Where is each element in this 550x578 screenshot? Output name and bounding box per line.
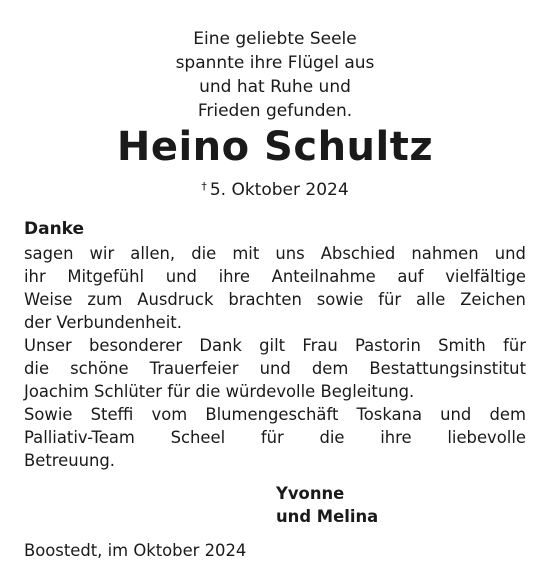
verse-line: Eine geliebte Seele bbox=[193, 29, 357, 49]
body-line bbox=[24, 288, 526, 311]
body-word: Frau bbox=[302, 336, 338, 355]
body-word: vom bbox=[151, 405, 188, 424]
place-and-date: Boostedt, im Oktober 2024 bbox=[24, 541, 247, 560]
body-word: wir bbox=[89, 244, 115, 263]
body-word: brachten bbox=[228, 290, 302, 309]
body-word: Weise bbox=[24, 290, 73, 309]
body-line bbox=[24, 426, 526, 449]
body-word: Toskana bbox=[356, 405, 423, 424]
body-word: nahmen bbox=[411, 244, 479, 263]
body-word: alle bbox=[416, 290, 446, 309]
body-line bbox=[24, 265, 526, 288]
body-word: besonderer bbox=[88, 336, 183, 355]
body-word: sagen bbox=[24, 244, 74, 263]
body-word: Mitgefühl bbox=[67, 267, 145, 286]
verse-line: und hat Ruhe und bbox=[199, 77, 351, 97]
body-word: und bbox=[494, 244, 526, 263]
body-line bbox=[24, 357, 526, 380]
body-word: für bbox=[503, 336, 526, 355]
body-word: Sowie bbox=[24, 405, 73, 424]
signers bbox=[276, 482, 378, 528]
verse-line: Frieden gefunden. bbox=[197, 101, 353, 121]
body-word: Steffi bbox=[90, 405, 134, 424]
body-word: gilt bbox=[259, 336, 286, 355]
body-word: schöne bbox=[70, 359, 129, 378]
body-word: Abschied bbox=[320, 244, 396, 263]
cross-icon: † bbox=[201, 180, 207, 193]
body-word: ihre bbox=[380, 428, 412, 447]
body-word: zum bbox=[87, 290, 123, 309]
death-date-line bbox=[0, 175, 550, 202]
deceased-name: Heino Schultz bbox=[116, 124, 434, 170]
body-word: die bbox=[191, 244, 217, 263]
body-line bbox=[24, 242, 526, 265]
body-word: für bbox=[260, 428, 284, 447]
signer-line: und Melina bbox=[276, 507, 379, 526]
body-word: dem bbox=[311, 359, 349, 378]
thanks-heading: Danke bbox=[24, 219, 85, 239]
body-line bbox=[24, 403, 526, 426]
body-line bbox=[24, 334, 526, 357]
body-word: liebevolle bbox=[447, 428, 526, 447]
body-word: ihr bbox=[24, 267, 46, 286]
body-word: Blumengeschäft bbox=[205, 405, 339, 424]
memorial-verse bbox=[0, 27, 550, 123]
body-line: Joachim Schlüter für die würdevolle Begleitung. bbox=[24, 382, 415, 401]
body-word: und bbox=[259, 359, 291, 378]
body-line: Betreuung. bbox=[24, 451, 115, 470]
body-word: die bbox=[24, 359, 50, 378]
body-word: Dank bbox=[199, 336, 242, 355]
verse-line: spannte ihre Flügel aus bbox=[175, 53, 375, 73]
body-word: und bbox=[165, 267, 197, 286]
body-word: sowie bbox=[316, 290, 364, 309]
body-word: Smith bbox=[438, 336, 486, 355]
body-word: allen, bbox=[130, 244, 176, 263]
signer-line: Yvonne bbox=[276, 484, 345, 503]
body-line: der Verbundenheit. bbox=[24, 313, 182, 332]
body-word: für bbox=[378, 290, 402, 309]
body-word: Unser bbox=[24, 336, 72, 355]
body-word: ihre bbox=[218, 267, 250, 286]
body-word: Scheel bbox=[170, 428, 226, 447]
body-word: Anteilnahme bbox=[271, 267, 376, 286]
thanks-body bbox=[24, 242, 526, 472]
body-word: und bbox=[440, 405, 472, 424]
body-word: Trauerfeier bbox=[149, 359, 239, 378]
body-word: Ausdruck bbox=[137, 290, 214, 309]
body-word: Bestattungsinstitut bbox=[369, 359, 526, 378]
body-word: mit bbox=[232, 244, 260, 263]
body-word: Pastorin bbox=[354, 336, 421, 355]
body-word: vielfältige bbox=[445, 267, 526, 286]
body-word: Zeichen bbox=[460, 290, 526, 309]
body-word: auf bbox=[397, 267, 424, 286]
body-word: dem bbox=[489, 405, 526, 424]
death-date: 5. Oktober 2024 bbox=[209, 180, 349, 200]
body-word: Palliativ-Team bbox=[24, 428, 135, 447]
body-word: die bbox=[319, 428, 345, 447]
body-word: uns bbox=[275, 244, 305, 263]
